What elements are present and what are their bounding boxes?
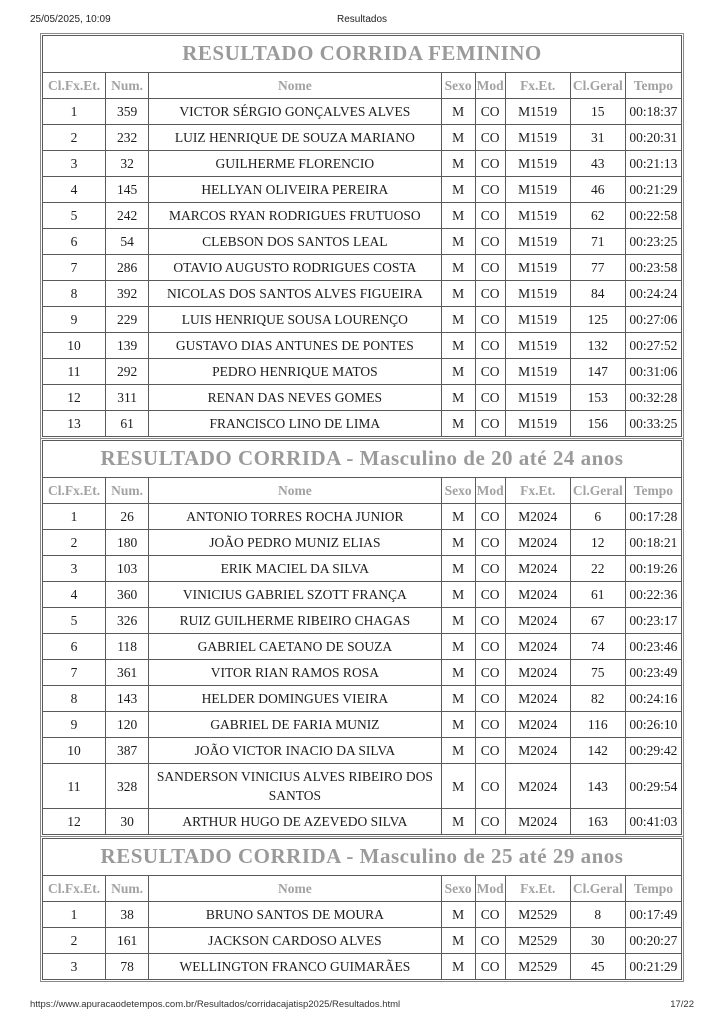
- cell-cl-geral: 46: [570, 177, 625, 203]
- column-header-tempo: Tempo: [625, 73, 681, 99]
- cell-num: 286: [106, 255, 149, 281]
- column-header-nome: Nome: [149, 478, 441, 504]
- cell-num: 311: [106, 385, 149, 411]
- cell-nome: JACKSON CARDOSO ALVES: [149, 928, 441, 954]
- result-row: [43, 281, 682, 307]
- section-title: RESULTADO CORRIDA - Masculino de 20 até 24 anos: [43, 441, 682, 478]
- cell-num: 32: [106, 151, 149, 177]
- cell-fx-et: M1519: [505, 411, 570, 437]
- column-header-nome: Nome: [149, 876, 441, 902]
- result-row: [43, 712, 682, 738]
- cell-tempo: 00:21:29: [625, 954, 681, 980]
- cell-fx-et: M2024: [505, 660, 570, 686]
- result-row: [43, 229, 682, 255]
- cell-cl-geral: 74: [570, 634, 625, 660]
- column-header-tempo: Tempo: [625, 478, 681, 504]
- cell-num: 328: [106, 764, 149, 809]
- cell-num: 292: [106, 359, 149, 385]
- cell-nome: HELDER DOMINGUES VIEIRA: [149, 686, 441, 712]
- cell-fx-et: M2529: [505, 902, 570, 928]
- cell-sexo: M: [441, 634, 475, 660]
- results-table-feminino: [42, 35, 682, 437]
- cell-cl-fx-et: 3: [43, 556, 106, 582]
- result-row: [43, 660, 682, 686]
- cell-num: 78: [106, 954, 149, 980]
- cell-fx-et: M1519: [505, 255, 570, 281]
- result-row: [43, 582, 682, 608]
- cell-mod: CO: [475, 809, 505, 835]
- cell-nome: VICTOR SÉRGIO GONÇALVES ALVES: [149, 99, 441, 125]
- cell-fx-et: M1519: [505, 151, 570, 177]
- cell-cl-fx-et: 5: [43, 608, 106, 634]
- cell-cl-geral: 147: [570, 359, 625, 385]
- cell-num: 139: [106, 333, 149, 359]
- column-header-num: Num.: [106, 73, 149, 99]
- result-row: [43, 385, 682, 411]
- cell-tempo: 00:24:16: [625, 686, 681, 712]
- cell-num: 161: [106, 928, 149, 954]
- cell-fx-et: M1519: [505, 177, 570, 203]
- cell-mod: CO: [475, 686, 505, 712]
- cell-fx-et: M2529: [505, 928, 570, 954]
- column-header-fx-et: Fx.Et.: [505, 478, 570, 504]
- column-header-sexo: Sexo: [441, 478, 475, 504]
- cell-fx-et: M1519: [505, 125, 570, 151]
- column-header-mod: Mod: [475, 876, 505, 902]
- cell-nome: JOÃO VICTOR INACIO DA SILVA: [149, 738, 441, 764]
- cell-cl-geral: 22: [570, 556, 625, 582]
- cell-mod: CO: [475, 954, 505, 980]
- cell-cl-geral: 82: [570, 686, 625, 712]
- cell-mod: CO: [475, 902, 505, 928]
- cell-sexo: M: [441, 686, 475, 712]
- cell-num: 61: [106, 411, 149, 437]
- cell-sexo: M: [441, 229, 475, 255]
- cell-cl-geral: 30: [570, 928, 625, 954]
- cell-mod: CO: [475, 177, 505, 203]
- cell-mod: CO: [475, 530, 505, 556]
- cell-cl-fx-et: 4: [43, 177, 106, 203]
- column-header-nome: Nome: [149, 73, 441, 99]
- cell-cl-fx-et: 10: [43, 738, 106, 764]
- cell-cl-geral: 62: [570, 203, 625, 229]
- result-row: [43, 764, 682, 809]
- cell-mod: CO: [475, 125, 505, 151]
- cell-sexo: M: [441, 504, 475, 530]
- cell-fx-et: M1519: [505, 307, 570, 333]
- cell-cl-geral: 43: [570, 151, 625, 177]
- column-header-num: Num.: [106, 478, 149, 504]
- cell-nome: ERIK MACIEL DA SILVA: [149, 556, 441, 582]
- cell-cl-geral: 6: [570, 504, 625, 530]
- section-title-row: [43, 441, 682, 478]
- cell-cl-fx-et: 11: [43, 764, 106, 809]
- cell-nome: RENAN DAS NEVES GOMES: [149, 385, 441, 411]
- cell-num: 360: [106, 582, 149, 608]
- column-header-sexo: Sexo: [441, 876, 475, 902]
- cell-tempo: 00:21:13: [625, 151, 681, 177]
- cell-cl-fx-et: 2: [43, 125, 106, 151]
- cell-cl-fx-et: 10: [43, 333, 106, 359]
- cell-sexo: M: [441, 359, 475, 385]
- column-header-cl-fx-et: Cl.Fx.Et.: [43, 876, 106, 902]
- cell-nome: GABRIEL DE FARIA MUNIZ: [149, 712, 441, 738]
- cell-cl-geral: 15: [570, 99, 625, 125]
- cell-tempo: 00:26:10: [625, 712, 681, 738]
- cell-tempo: 00:20:31: [625, 125, 681, 151]
- cell-sexo: M: [441, 530, 475, 556]
- cell-tempo: 00:20:27: [625, 928, 681, 954]
- section-title-row: [43, 36, 682, 73]
- result-row: [43, 333, 682, 359]
- cell-sexo: M: [441, 281, 475, 307]
- column-header-tempo: Tempo: [625, 876, 681, 902]
- cell-mod: CO: [475, 307, 505, 333]
- cell-tempo: 00:27:52: [625, 333, 681, 359]
- cell-cl-geral: 153: [570, 385, 625, 411]
- cell-sexo: M: [441, 177, 475, 203]
- cell-sexo: M: [441, 764, 475, 809]
- column-header-fx-et: Fx.Et.: [505, 876, 570, 902]
- cell-num: 232: [106, 125, 149, 151]
- cell-tempo: 00:29:54: [625, 764, 681, 809]
- result-row: [43, 504, 682, 530]
- cell-tempo: 00:23:25: [625, 229, 681, 255]
- cell-nome: BRUNO SANTOS DE MOURA: [149, 902, 441, 928]
- cell-num: 120: [106, 712, 149, 738]
- cell-tempo: 00:18:21: [625, 530, 681, 556]
- cell-fx-et: M2024: [505, 764, 570, 809]
- cell-cl-geral: 156: [570, 411, 625, 437]
- cell-mod: CO: [475, 928, 505, 954]
- cell-num: 118: [106, 634, 149, 660]
- result-row: [43, 902, 682, 928]
- cell-sexo: M: [441, 809, 475, 835]
- result-row: [43, 125, 682, 151]
- column-header-cl-geral: Cl.Geral: [570, 478, 625, 504]
- result-row: [43, 203, 682, 229]
- cell-mod: CO: [475, 385, 505, 411]
- cell-nome: LUIZ HENRIQUE DE SOUZA MARIANO: [149, 125, 441, 151]
- cell-sexo: M: [441, 125, 475, 151]
- column-header-num: Num.: [106, 876, 149, 902]
- cell-cl-geral: 71: [570, 229, 625, 255]
- cell-fx-et: M2024: [505, 582, 570, 608]
- cell-mod: CO: [475, 281, 505, 307]
- cell-fx-et: M2024: [505, 634, 570, 660]
- cell-num: 145: [106, 177, 149, 203]
- cell-fx-et: M1519: [505, 333, 570, 359]
- cell-tempo: 00:17:49: [625, 902, 681, 928]
- column-header-row: [43, 478, 682, 504]
- cell-fx-et: M1519: [505, 203, 570, 229]
- cell-cl-geral: 31: [570, 125, 625, 151]
- cell-fx-et: M2024: [505, 712, 570, 738]
- cell-fx-et: M2024: [505, 556, 570, 582]
- section-title: RESULTADO CORRIDA FEMININO: [43, 36, 682, 73]
- cell-tempo: 00:41:03: [625, 809, 681, 835]
- cell-mod: CO: [475, 556, 505, 582]
- page-number: 17/22: [670, 999, 694, 1010]
- cell-tempo: 00:21:29: [625, 177, 681, 203]
- column-header-cl-geral: Cl.Geral: [570, 73, 625, 99]
- cell-nome: ANTONIO TORRES ROCHA JUNIOR: [149, 504, 441, 530]
- cell-num: 387: [106, 738, 149, 764]
- results-table-masculino-25-29: [42, 838, 682, 980]
- result-row: [43, 954, 682, 980]
- section-title-row: [43, 839, 682, 876]
- cell-tempo: 00:29:42: [625, 738, 681, 764]
- cell-cl-geral: 132: [570, 333, 625, 359]
- cell-num: 54: [106, 229, 149, 255]
- result-row: [43, 809, 682, 835]
- cell-nome: PEDRO HENRIQUE MATOS: [149, 359, 441, 385]
- cell-fx-et: M2024: [505, 608, 570, 634]
- cell-tempo: 00:22:36: [625, 582, 681, 608]
- cell-fx-et: M1519: [505, 281, 570, 307]
- column-header-sexo: Sexo: [441, 73, 475, 99]
- result-row: [43, 686, 682, 712]
- result-row: [43, 530, 682, 556]
- column-header-mod: Mod: [475, 478, 505, 504]
- cell-num: 38: [106, 902, 149, 928]
- cell-cl-geral: 8: [570, 902, 625, 928]
- cell-nome: GABRIEL CAETANO DE SOUZA: [149, 634, 441, 660]
- cell-mod: CO: [475, 764, 505, 809]
- cell-nome: NICOLAS DOS SANTOS ALVES FIGUEIRA: [149, 281, 441, 307]
- cell-mod: CO: [475, 660, 505, 686]
- cell-mod: CO: [475, 99, 505, 125]
- cell-tempo: 00:22:58: [625, 203, 681, 229]
- cell-cl-geral: 125: [570, 307, 625, 333]
- cell-tempo: 00:24:24: [625, 281, 681, 307]
- column-header-mod: Mod: [475, 73, 505, 99]
- cell-nome: ARTHUR HUGO DE AZEVEDO SILVA: [149, 809, 441, 835]
- cell-cl-fx-et: 5: [43, 203, 106, 229]
- cell-nome: VINICIUS GABRIEL SZOTT FRANÇA: [149, 582, 441, 608]
- cell-sexo: M: [441, 902, 475, 928]
- cell-tempo: 00:31:06: [625, 359, 681, 385]
- cell-mod: CO: [475, 151, 505, 177]
- cell-cl-fx-et: 2: [43, 530, 106, 556]
- cell-fx-et: M2024: [505, 738, 570, 764]
- source-url: https://www.apuracaodetempos.com.br/Resultados/corridacajatisp2025/Resultados.html: [30, 999, 401, 1010]
- cell-cl-geral: 163: [570, 809, 625, 835]
- column-header-row: [43, 73, 682, 99]
- cell-cl-fx-et: 12: [43, 385, 106, 411]
- cell-num: 180: [106, 530, 149, 556]
- cell-tempo: 00:33:25: [625, 411, 681, 437]
- result-row: [43, 738, 682, 764]
- result-row: [43, 151, 682, 177]
- cell-nome: FRANCISCO LINO DE LIMA: [149, 411, 441, 437]
- cell-nome: HELLYAN OLIVEIRA PEREIRA: [149, 177, 441, 203]
- cell-num: 26: [106, 504, 149, 530]
- cell-fx-et: M1519: [505, 385, 570, 411]
- cell-mod: CO: [475, 712, 505, 738]
- cell-num: 326: [106, 608, 149, 634]
- column-header-cl-fx-et: Cl.Fx.Et.: [43, 478, 106, 504]
- column-header-row: [43, 876, 682, 902]
- cell-tempo: 00:23:17: [625, 608, 681, 634]
- result-row: [43, 608, 682, 634]
- cell-num: 392: [106, 281, 149, 307]
- result-row: [43, 634, 682, 660]
- result-row: [43, 255, 682, 281]
- column-header-fx-et: Fx.Et.: [505, 73, 570, 99]
- cell-cl-geral: 142: [570, 738, 625, 764]
- cell-cl-fx-et: 11: [43, 359, 106, 385]
- cell-fx-et: M2529: [505, 954, 570, 980]
- cell-cl-fx-et: 9: [43, 307, 106, 333]
- cell-tempo: 00:23:58: [625, 255, 681, 281]
- cell-nome: LUIS HENRIQUE SOUSA LOURENÇO: [149, 307, 441, 333]
- result-row: [43, 411, 682, 437]
- cell-cl-fx-et: 7: [43, 255, 106, 281]
- cell-mod: CO: [475, 504, 505, 530]
- cell-nome: VITOR RIAN RAMOS ROSA: [149, 660, 441, 686]
- cell-num: 143: [106, 686, 149, 712]
- cell-fx-et: M2024: [505, 686, 570, 712]
- cell-cl-fx-et: 8: [43, 281, 106, 307]
- cell-sexo: M: [441, 203, 475, 229]
- cell-num: 361: [106, 660, 149, 686]
- cell-cl-geral: 61: [570, 582, 625, 608]
- cell-sexo: M: [441, 712, 475, 738]
- cell-nome: JOÃO PEDRO MUNIZ ELIAS: [149, 530, 441, 556]
- print-header: [0, 0, 724, 25]
- cell-cl-fx-et: 9: [43, 712, 106, 738]
- cell-cl-fx-et: 6: [43, 229, 106, 255]
- result-row: [43, 359, 682, 385]
- column-header-cl-geral: Cl.Geral: [570, 876, 625, 902]
- cell-cl-fx-et: 1: [43, 99, 106, 125]
- cell-num: 30: [106, 809, 149, 835]
- cell-tempo: 00:19:26: [625, 556, 681, 582]
- cell-nome: SANDERSON VINICIUS ALVES RIBEIRO DOS SANTOS: [149, 764, 441, 809]
- cell-cl-fx-et: 7: [43, 660, 106, 686]
- cell-cl-fx-et: 13: [43, 411, 106, 437]
- cell-num: 103: [106, 556, 149, 582]
- cell-nome: OTAVIO AUGUSTO RODRIGUES COSTA: [149, 255, 441, 281]
- cell-nome: CLEBSON DOS SANTOS LEAL: [149, 229, 441, 255]
- cell-sexo: M: [441, 255, 475, 281]
- cell-sexo: M: [441, 307, 475, 333]
- cell-fx-et: M1519: [505, 229, 570, 255]
- cell-mod: CO: [475, 738, 505, 764]
- cell-sexo: M: [441, 660, 475, 686]
- cell-cl-geral: 75: [570, 660, 625, 686]
- cell-tempo: 00:23:46: [625, 634, 681, 660]
- cell-mod: CO: [475, 255, 505, 281]
- cell-cl-geral: 116: [570, 712, 625, 738]
- cell-fx-et: M1519: [505, 99, 570, 125]
- cell-cl-geral: 143: [570, 764, 625, 809]
- cell-cl-fx-et: 1: [43, 504, 106, 530]
- cell-nome: RUIZ GUILHERME RIBEIRO CHAGAS: [149, 608, 441, 634]
- cell-cl-fx-et: 12: [43, 809, 106, 835]
- cell-sexo: M: [441, 582, 475, 608]
- column-header-cl-fx-et: Cl.Fx.Et.: [43, 73, 106, 99]
- cell-sexo: M: [441, 556, 475, 582]
- cell-mod: CO: [475, 608, 505, 634]
- cell-cl-geral: 67: [570, 608, 625, 634]
- result-row: [43, 928, 682, 954]
- cell-mod: CO: [475, 203, 505, 229]
- cell-cl-fx-et: 4: [43, 582, 106, 608]
- cell-num: 359: [106, 99, 149, 125]
- cell-cl-geral: 12: [570, 530, 625, 556]
- result-row: [43, 177, 682, 203]
- cell-fx-et: M2024: [505, 504, 570, 530]
- cell-fx-et: M1519: [505, 359, 570, 385]
- cell-num: 229: [106, 307, 149, 333]
- result-row: [43, 99, 682, 125]
- result-row: [43, 307, 682, 333]
- cell-cl-fx-et: 6: [43, 634, 106, 660]
- cell-mod: CO: [475, 582, 505, 608]
- cell-sexo: M: [441, 333, 475, 359]
- cell-fx-et: M2024: [505, 530, 570, 556]
- results-tables-container: [42, 35, 682, 980]
- cell-mod: CO: [475, 359, 505, 385]
- cell-tempo: 00:32:28: [625, 385, 681, 411]
- cell-nome: WELLINGTON FRANCO GUIMARÃES: [149, 954, 441, 980]
- print-footer: [0, 999, 724, 1010]
- cell-sexo: M: [441, 608, 475, 634]
- cell-nome: MARCOS RYAN RODRIGUES FRUTUOSO: [149, 203, 441, 229]
- cell-mod: CO: [475, 229, 505, 255]
- cell-nome: GUILHERME FLORENCIO: [149, 151, 441, 177]
- cell-sexo: M: [441, 411, 475, 437]
- cell-cl-fx-et: 8: [43, 686, 106, 712]
- cell-sexo: M: [441, 385, 475, 411]
- cell-cl-geral: 45: [570, 954, 625, 980]
- cell-num: 242: [106, 203, 149, 229]
- cell-cl-fx-et: 2: [43, 928, 106, 954]
- results-table-masculino-20-24: [42, 440, 682, 835]
- cell-tempo: 00:18:37: [625, 99, 681, 125]
- cell-cl-geral: 77: [570, 255, 625, 281]
- cell-mod: CO: [475, 411, 505, 437]
- cell-mod: CO: [475, 333, 505, 359]
- cell-sexo: M: [441, 99, 475, 125]
- cell-sexo: M: [441, 738, 475, 764]
- cell-cl-geral: 84: [570, 281, 625, 307]
- cell-cl-fx-et: 3: [43, 151, 106, 177]
- cell-tempo: 00:17:28: [625, 504, 681, 530]
- result-row: [43, 556, 682, 582]
- section-title: RESULTADO CORRIDA - Masculino de 25 até 29 anos: [43, 839, 682, 876]
- cell-cl-fx-et: 3: [43, 954, 106, 980]
- cell-sexo: M: [441, 151, 475, 177]
- cell-sexo: M: [441, 954, 475, 980]
- cell-cl-fx-et: 1: [43, 902, 106, 928]
- cell-tempo: 00:23:49: [625, 660, 681, 686]
- cell-mod: CO: [475, 634, 505, 660]
- print-datetime: 25/05/2025, 10:09: [30, 14, 111, 25]
- cell-sexo: M: [441, 928, 475, 954]
- cell-fx-et: M2024: [505, 809, 570, 835]
- document-title: Resultados: [336, 14, 388, 25]
- cell-nome: GUSTAVO DIAS ANTUNES DE PONTES: [149, 333, 441, 359]
- cell-tempo: 00:27:06: [625, 307, 681, 333]
